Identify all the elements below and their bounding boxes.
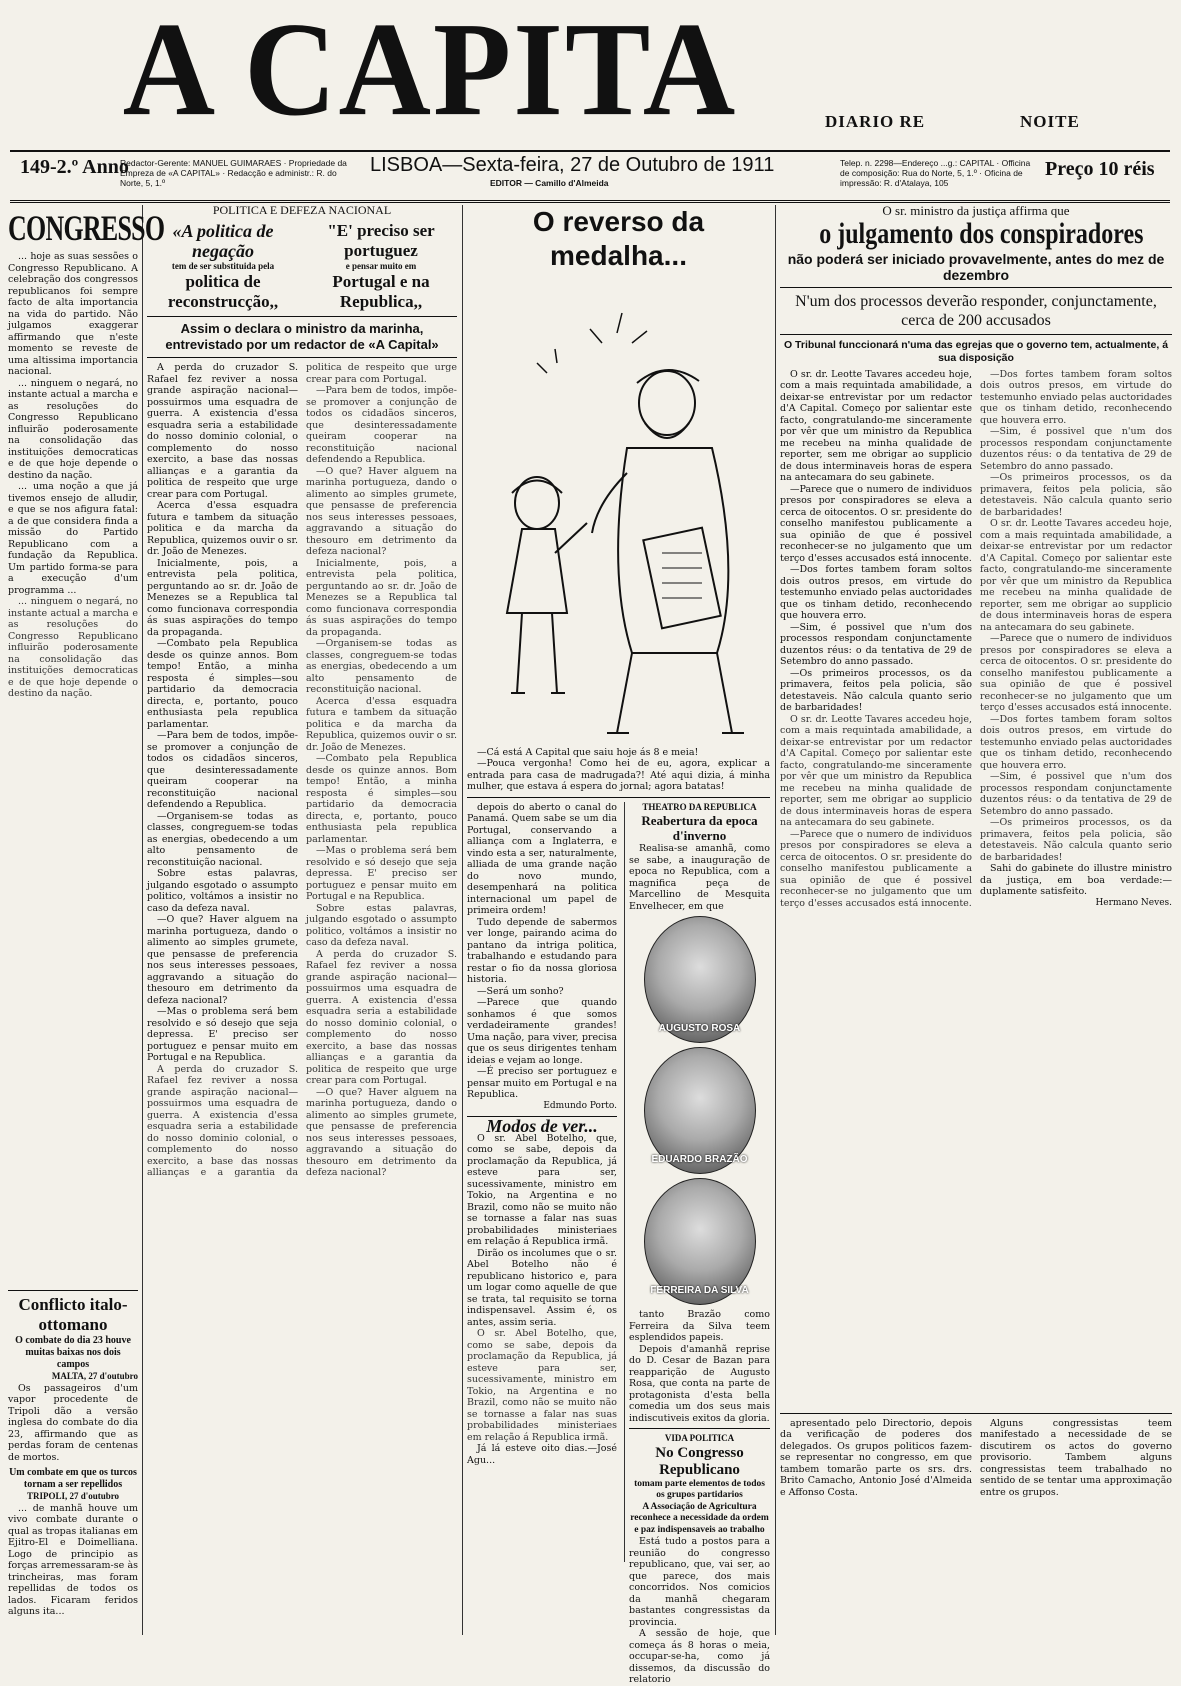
paragraph: Realisa-se amanhã, como se sabe, a inauguração de epoca no Republica, com a magnifica peça de Marcellino de Mesquita Envelhecer, em que bbox=[629, 843, 770, 912]
contact-info: Telep. n. 2298—Endereço ...g.: CAPITAL · Officina de composição: Rua do Norte, 5, 1.º · Oficina de impressão: R. d'Atalaya, 105 bbox=[840, 158, 1031, 188]
subhead-negacao: tem de ser substituida pela bbox=[171, 260, 275, 271]
paragraph: A sessão de hoje, que começa ás 8 horas o meia, occupar-se-ha, como já dissemos, da discussão do relatorio bbox=[629, 1628, 770, 1685]
paragraph: A perda do cruzador S. Rafael fez reviver a nossa grande aspiração nacional—possuirmos uma esquadra de guerra. A existencia d'essa esquadra seria a estabilidade do nosso dominio colonial, o complemento do nosso exercito, a base das nossas allianças e a garantia da politica de respeito que urge crear para com Portugal. bbox=[306, 948, 457, 1086]
justica-column bbox=[780, 205, 1172, 1635]
paragraph: Dirão os incolumes que o sr. Abel Botelho não é republicano historico e, para um logar como aquelle de que se trata, tal requisito se torna indispensavel. Assim é, os antes, assim seria. bbox=[467, 1247, 617, 1328]
paragraph: ... uma noção a que já tivemos ensejo de alludir, e que se nos afigura fatal: a de que considera finda a missão do Partido Republicano com a fundação da Republica. Um partido forma-se para a execução d'um programma ... bbox=[8, 481, 138, 596]
paragraph: —Organisem-se todas as classes, congreguem-se todas as energias, obedecendo a um alto pensamento de reconstituição nacional. bbox=[306, 638, 457, 695]
article-signature: Edmundo Porto. bbox=[543, 1100, 617, 1111]
paragraph: —Parece que o numero de individuos presos por conspiradores se eleva a cerca de oitocentos. O sr. presidente do conselho manifestou publicamente a sua opinião de que é possivel reconhecer-se no julgamento que um terço d'esses accusados está innocente. bbox=[980, 633, 1172, 713]
paragraph: Sahi do gabinete do illustre ministro da justiça, em boa verdade:—duplamente satisfeito. bbox=[980, 863, 1172, 897]
paragraph: ... hoje as suas sessões o Congresso Republicano. A celebração dos congressos republicanos foi sempre facto de alta importancia na vida do partido. Não julgamos exaggerar affirmando que n'este momento se reveste de uma altissima importancia nacional. bbox=[8, 251, 138, 377]
paragraph: Os passageiros d'um vapor procedente de Tripoli dão a versão inglesa do combate do dia 23, affirmando que as perdas foram de centenas de mortos. bbox=[8, 1382, 138, 1463]
info-bar bbox=[10, 150, 1170, 203]
price-label: Preço 10 réis bbox=[1045, 158, 1155, 180]
interview-deck: Assim o declara o ministro da marinha, entrevistado por um redactor de «A Capital» bbox=[165, 321, 439, 352]
cartoon-headline: O reverso da medalha... bbox=[532, 206, 705, 271]
paragraph: —É preciso ser portuguez e pensar muito em Portugal e na Republica. bbox=[467, 1066, 617, 1100]
tribunal-deck: O Tribunal funccionará n'uma das egrejas que o governo tem, actualmente, á sua disposição bbox=[783, 338, 1169, 364]
divider bbox=[629, 1428, 770, 1429]
masthead bbox=[0, 0, 1181, 150]
paragraph: ... ninguem o negará, no instante actual a marcha e as resoluções do Congresso Republicano influirão poderosamente na consolidação das instituições democraticas e de que hoje depende o destino da nação. bbox=[8, 377, 138, 481]
theatre-headline: Reabertura da epoca d'inverno bbox=[641, 813, 758, 843]
cartoon-illustration bbox=[467, 273, 767, 743]
paragraph: —Os primeiros processos, os da primavera, feitos pela policia, são detestaveis. Não calcula quanto serio de barbaridades! bbox=[980, 817, 1172, 863]
year-label: 149-2.º Anno bbox=[20, 156, 129, 178]
congresso-republicano-subhead: tomam parte elementos de todos os grupos partidarios bbox=[634, 1478, 765, 1500]
paragraph: —Sim, é possivel que n'um dos processos respondam conjunctamente duzentos réus: o da tentativa de 29 de Setembro do anno passado. bbox=[980, 426, 1172, 472]
paragraph: —Mas o problema será bem resolvido e só desejo que seja depressa. E' preciso ser portuguez e pensar muito em Portugal e na Republica. bbox=[147, 1006, 298, 1063]
paragraph: —Dos fortes tambem foram soltos dois outros presos, em virtude do testemunho enviado pelas auctoridades que os tinham detido, reconhecendo que houvera erro. bbox=[980, 368, 1172, 426]
headline-negacao: «A politica de negação bbox=[172, 220, 274, 261]
portrait-label: FERREIRA DA SILVA bbox=[650, 1284, 749, 1296]
justica-kicker: O sr. ministro da justiça affirma que bbox=[882, 203, 1070, 218]
paragraph: O sr. dr. Leotte Tavares accedeu hoje, com a mais requintada amabilidade, a deixar-se entrevistar por um redactor d'A Capital. Começo por salientar este facto, congratulando-me sinceramente por vêr que um ministro da Republica me recebeu na minha qualidade de reporter, sem me obrigar ao supplicio de dous interminaveis horas de espera na antecamara do seu gabinete. bbox=[780, 713, 972, 828]
paragraph: —O que? Haver alguem na marinha portugueza, dando o alimento ao simples grumete, que pensasse de preferencia nos seus interesses pessoaes, aggravando a situação do thesouro em detrimento da defeza nacional? bbox=[306, 465, 457, 557]
paragraph: —Sim, é possivel que n'um dos processos respondam conjunctamente duzentos réus: o da tentativa de 29 de Setembro do anno passado. bbox=[980, 771, 1172, 817]
editor-line: EDITOR — Camillo d'Almeida bbox=[490, 178, 609, 188]
editorial-info: Redactor-Gerente: MANUEL GUIMARAES · Propriedade da Empreza de «A CAPITAL» · Redacção e administr.: R. do Norte, 5, 1.º bbox=[120, 158, 347, 188]
paragraph: —Parece que o numero de individuos presos por conspiradores se eleva a cerca de oitocentos. O sr. presidente do conselho manifestou publicamente a sua opinião de que é possivel reconhecer-se no julgamento que um terço d'esses accusados está innocente. bbox=[780, 828, 972, 909]
paragraph: —Dos fortes tambem foram soltos dois outros presos, em virtude do testemunho enviado pelas auctoridades que os tinham detido, reconhecendo que houvera erro. bbox=[980, 713, 1172, 771]
theatre-column bbox=[624, 801, 770, 1685]
conflict-headline: Conflicto italo-ottomano bbox=[18, 1295, 128, 1334]
paragraph: —Combato pela Republica desde os quinze annos. Bom tempo! Então, a minha resposta é simples—sou partidario da democracia directa, e, portanto, pouco enthusiasta pela republica parlamentar. bbox=[147, 638, 298, 730]
masthead-subtitle-left: DIARIO RE bbox=[825, 112, 926, 131]
article-signature: Hermano Neves. bbox=[1095, 897, 1172, 908]
paragraph: O sr. dr. Leotte Tavares accedeu hoje, com a mais requintada amabilidade, a deixar-se entrevistar por um redactor d'A Capital. Começo por salientar este facto, congratulando-me sinceramente por vêr que um ministro da Republica me recebeu na minha qualidade de reporter, sem me obrigar ao supplicio de dous interminaveis horas de espera na antecamara do seu gabinete. bbox=[780, 368, 972, 483]
congresso-republicano-headline: No Congresso Republicano bbox=[655, 1444, 744, 1478]
paragraph: A perda do cruzador S. Rafael fez reviver a nossa grande aspiração nacional—possuirmos uma esquadra de guerra. A existencia d'essa esquadra seria a estabilidade do nosso dominio colonial, o complemento do nosso exercito, a base das nossas allianças e a garantia da politica de respeito que urge crear para com Portugal. bbox=[147, 362, 457, 1178]
paragraph: —Dos fortes tambem foram soltos dois outros presos, em virtude do testemunho enviado pelas auctoridades que os tinham detido, reconhecendo que houvera erro. bbox=[780, 564, 972, 621]
paragraph: ... de manhã houve um vivo combate durante o qual as tropas italianas em Ejitro-El e Doimelliana. Logo de principio as forças arremessaram-se às trincheiras, mas foram repellidas de todos os lados. Ficaram feridos alguns ita... bbox=[8, 1502, 138, 1617]
combat-subhead: Um combate em que os turcos tornam a ser repellidos bbox=[9, 1467, 137, 1490]
divider bbox=[780, 1413, 1172, 1414]
paragraph: ... ninguem o negará, no instante actual a marcha e as resoluções do Congresso Republicano influirão poderosamente na consolidação das instituições democraticas e de que hoje depende o destino da nação. bbox=[8, 596, 138, 699]
paragraph: —Combato pela Republica desde os quinze annos. Bom tempo! Então, a minha resposta é simples—sou partidario da democracia directa, e, portanto, pouco enthusiasta pela republica parlamentar. bbox=[306, 753, 457, 845]
paragraph: apresentado pelo Directorio, depois da verificação de poderes dos delegados. Os grupos politicos fazem-se representar no congresso, em que tambem tomarão parte os srs. drs. Brito Camacho, Antonio José d'Almeida e Affonso Costa. bbox=[780, 1417, 972, 1498]
modos-headline: Modos de ver... bbox=[486, 1116, 598, 1136]
column-rule bbox=[462, 205, 463, 1635]
cartoon-caption-2: —Pouca vergonha! Como hei de eu, agora, explicar a entrada para casa de madrugada?! Até aqui dizia, á minha mulher, que estava á espera do jornal; agora batatas! bbox=[467, 758, 770, 792]
paragraph: —Mas o problema será bem resolvido e só desejo que seja depressa. E' preciso ser portuguez e pensar muito em Portugal e na Republica. bbox=[306, 845, 457, 902]
portrait-label: AUGUSTO ROSA bbox=[658, 1022, 741, 1034]
paragraph: Depois d'amanhã reprise do D. Cesar de Bazan para reapparição de Augusto Rosa, que conta na parte de protagonista d'esta bella comedia um dos seus mais indiscutiveis exitos da gloria. bbox=[629, 1343, 770, 1424]
subhead-portuguez: e pensar muito em bbox=[345, 260, 417, 271]
paragraph: —Para bem de todos, impõe-se promover a conjunção de todos os cidadãos sinceros, que desinteressadamente queiram cooperar na reconstituição nacional defendendo a Republica. bbox=[306, 385, 457, 465]
congresso-column bbox=[8, 205, 165, 1635]
paragraph: —O que? Haver alguem na marinha portugueza, dando o alimento ao simples grumete, que pensasse de preferencia nos seus interesses pessoaes, aggravando a situação do thesouro em detrimento da defeza nacional? bbox=[147, 914, 298, 1006]
divider bbox=[8, 1290, 138, 1291]
paragraph: —Para bem de todos, impõe-se promover a conjunção de todos os cidadãos sinceros, que desinteressadamente queiram cooperar na reconstituição nacional defendendo a Republica. bbox=[147, 730, 298, 810]
paragraph: —Os primeiros processos, os da primavera, feitos pela policia, são detestaveis. Não calcula quanto serio de barbaridades! bbox=[980, 472, 1172, 518]
paragraph: —O que? Haver alguem na marinha portugueza, dando o alimento ao simples grumete, que pensasse de preferencia nos seus interesses pessoaes, aggravando a situação do thesouro em detrimento da defeza nacional? bbox=[306, 1086, 457, 1178]
paragraph: O sr. dr. Leotte Tavares accedeu hoje, com a mais requintada amabilidade, a deixar-se entrevistar por um redactor d'A Capital. Começo por salientar este facto, congratulando-me sinceramente por vêr que um ministro da Republica me recebeu na minha qualidade de reporter, sem me obrigar ao supplicio de dous interminaveis horas de espera na antecamara do seu gabinete. bbox=[980, 518, 1172, 633]
julgamento-subhead: não poderá ser iniciado provavelmente, antes do mez de dezembro bbox=[787, 250, 1165, 283]
paragraph: A perda do cruzador S. Rafael fez reviver a nossa grande aspiração nacional—possuirmos uma esquadra de guerra. A existencia d'essa esquadra seria a estabilidade do nosso dominio colonial, o complemento do nosso exercito, a base das nossas allianças e a garantia da politica de respeito que urge crear para com Portugal. bbox=[147, 362, 298, 500]
paragraph: —Os primeiros processos, os da primavera, feitos pela policia, são detestaveis. Não calcula quanto serio de barbaridades! bbox=[780, 667, 972, 713]
masthead-subtitle-right: NOITE bbox=[1020, 112, 1080, 131]
agricultura-deck: A Associação de Agricultura reconhece a necessidade da ordem e paz indispensaveis ao trabalho bbox=[630, 1501, 769, 1535]
paragraph: Sobre estas palavras, julgando esgotado o assumpto politico, voltámos a insistir no caso da defeza naval. bbox=[147, 868, 298, 914]
paragraph: depois do aberto o canal do Panamá. Quem sabe se um dia Portugal, conservando a alliança com a Inglaterra, e vindo esta a ser, naturalmente, alliada de uma grande nação do novo mundo, desempenhará na politica internacional um papel de primeira ordem! bbox=[467, 801, 617, 916]
paragraph: Já lá esteve oito dias.—José Agu... bbox=[467, 1443, 617, 1466]
cartoon-column bbox=[467, 205, 770, 1685]
paragraph: —Organisem-se todas as classes, congreguem-se todas as energias, obedecendo a um alto pensamento de reconstituição nacional. bbox=[147, 810, 298, 868]
column-rule bbox=[775, 205, 776, 1635]
theatre-kicker: THEATRO DA REPUBLICA bbox=[642, 801, 757, 812]
cartoon-caption-1: —Cá está A Capital que saiu hoje ás 8 e meia! bbox=[477, 746, 699, 758]
headline-republica: Portugal e na Republica,, bbox=[332, 272, 430, 311]
paragraph: Inicialmente, pois, a entrevista pela politica, perguntando ao sr. dr. João de Menezes se a Republica tal como funcionava correspondia ás suas aspirações do tempo da propaganda. bbox=[147, 557, 298, 638]
paragraph: —Parece que o numero de individuos presos por conspiradores se eleva a cerca de oitocentos. O sr. presidente do conselho manifestou publicamente a sua opinião de que é possivel reconhecer-se no julgamento que um terço d'esses accusados está innocente. bbox=[780, 483, 972, 564]
divider bbox=[780, 287, 1172, 288]
portrait-ferreira-da-silva bbox=[644, 1178, 756, 1305]
headline-portuguez: "E' preciso ser portuguez bbox=[327, 220, 435, 260]
paragraph: Tudo depende de sabermos ver longe, pairando acima do pantano da intriga politica, trabalhando e estudando para restar o fio da nossa gloriosa historia. bbox=[467, 916, 617, 985]
divider bbox=[147, 357, 457, 358]
portrait-augusto-rosa bbox=[644, 916, 756, 1043]
paragraph: Acerca d'essa esquadra futura e tambem da situação politica e da marcha da Republica, quizemos ouvir o sr. dr. João de Menezes. bbox=[306, 695, 457, 753]
paragraph: Inicialmente, pois, a entrevista pela politica, perguntando ao sr. dr. João de Menezes se a Republica tal como funcionava correspondia ás suas aspirações do tempo da propaganda. bbox=[306, 557, 457, 638]
julgamento-headline: o julgamento dos conspiradores bbox=[819, 216, 1144, 250]
paragraph: —Sim, é possivel que n'um dos processos respondam conjunctamente duzentos réus: o da tentativa de 29 de Setembro do anno passado. bbox=[780, 621, 972, 667]
paragraph: Alguns congressistas teem manifestado a necessidade de se discutirem os actos do governo provisorio. Tambem alguns congressistas teem trabalhado no sentido de se tentar uma approximação entre os grupos. bbox=[980, 1417, 1172, 1498]
processos-deck: N'um dos processos deverão responder, conjunctamente, cerca de 200 accusados bbox=[795, 292, 1157, 329]
congresso-headline: CONGRESSO bbox=[8, 208, 165, 248]
divider bbox=[467, 797, 770, 798]
newspaper-title: A CAPITA bbox=[122, 0, 738, 144]
conflict-subhead: O combate do dia 23 houve muitas baixas nos dois campos bbox=[15, 1335, 131, 1370]
paragraph: Acerca d'essa esquadra futura e tambem da situação politica e da marcha da Republica, quizemos ouvir o sr. dr. João de Menezes. bbox=[147, 500, 298, 557]
paragraph: tanto Brazão como Ferreira da Silva teem esplendidos papeis. bbox=[629, 1309, 770, 1343]
divider bbox=[147, 316, 457, 317]
headline-reconstrucao: politica de reconstrucção,, bbox=[167, 272, 279, 311]
column-rule bbox=[142, 205, 143, 1635]
paragraph: Sobre estas palavras, julgando esgotado o assumpto politico, voltámos a insistir no caso da defeza naval. bbox=[306, 902, 457, 948]
paragraph: —Será um sonho? bbox=[477, 985, 564, 997]
paragraph: —Parece que quando sonhamos é que somos verdadeiramente grandes! Uma nação, para viver, precisa que os seus dirigentes tenham ideias e vejam ao longe. bbox=[467, 997, 617, 1066]
combat-dateline: TRIPOLI, 27 d'outubro bbox=[26, 1491, 120, 1501]
politica-kicker: POLITICA E DEFEZA NACIONAL bbox=[212, 203, 392, 217]
portrait-label: EDUARDO BRAZÃO bbox=[651, 1153, 748, 1165]
paragraph: Está tudo a postos para a reunião do congresso republicano, que, vai ser, ao que parece, dos mais concorridos. Nos comicios da manhã chegaram bastantes congressistas da provincia. bbox=[629, 1536, 770, 1628]
vida-politica-kicker: VIDA POLITICA bbox=[664, 1433, 735, 1443]
paragraph: O sr. Abel Botelho, que, como se sabe, depois da proclamação da Republica, já esteve para ser, sucessivamente, ministro em Tokio, na Argentina e no Brazil, como não se muito não se tornasse a falar nas suas probabilidades ministeriaes em relação á Republica irmã. bbox=[467, 1132, 617, 1247]
portrait-eduardo-brazao bbox=[644, 1047, 756, 1174]
divider bbox=[780, 334, 1172, 335]
paragraph: O sr. Abel Botelho, que, como se sabe, depois da proclamação da Republica, já esteve para ser, sucessivamente, ministro em Tokio, na Argentina e no Brazil, como não se muito não se tornasse a falar nas suas probabilidades ministeriaes em relação á Republica irmã. bbox=[467, 1328, 617, 1443]
politica-column bbox=[147, 205, 457, 1635]
conflict-dateline: MALTA, 27 d'outubro bbox=[51, 1371, 138, 1381]
dateline: LISBOA—Sexta-feira, 27 de Outubro de 1911 bbox=[370, 154, 775, 176]
